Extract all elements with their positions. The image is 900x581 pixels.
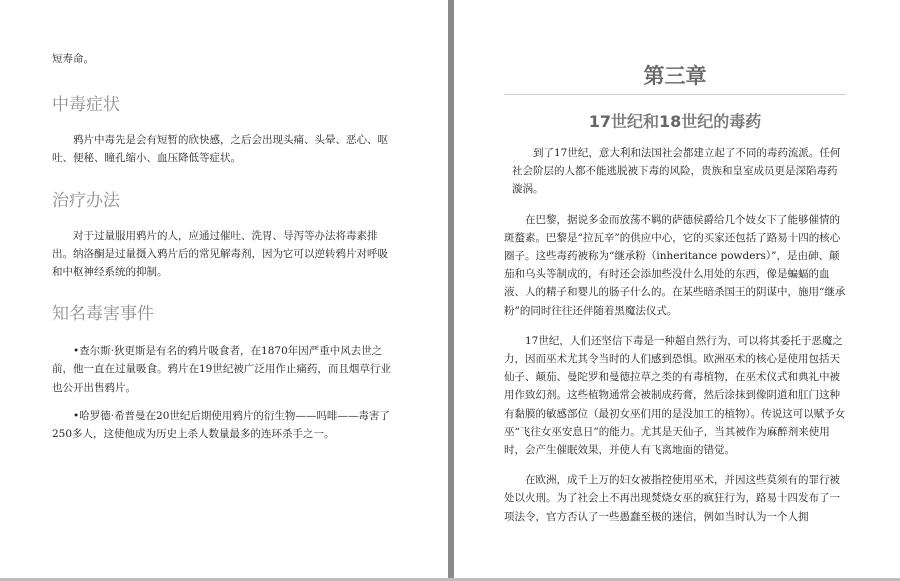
subtitle-century-18: 18: [659, 112, 682, 131]
right-page: [454, 0, 900, 581]
treatment-paragraph: 对于过量服用鸦片的人，应通过催吐、洗胃、导泻等办法将毒素排出。纳洛酮是过量摄入鸦片后的常见解毒剂，因为它可以逆转鸦片对呼吸和中枢神经系统的抑制。: [52, 229, 388, 279]
subtitle-century-17: 17: [588, 112, 611, 131]
left-page-content: [52, 50, 392, 443]
chapter-intro-block: [504, 144, 846, 199]
europe-paragraph: 在欧洲，成千上万的妇女被指控使用巫术，并因这些莫须有的罪行被处以火刑。为了社会上不再出现焚烧女巫的疯狂行为，路易十四发布了一项法令，官方否认了一些愚蠢至极的迷信，例如当时认为一个人拥: [504, 474, 840, 523]
incident-item-shipman: •哈罗德·希普曼在20世纪后期使用鸦片的衍生物——吗啡——毒害了250多人，这使他成为历史上杀人数量最多的连环杀手之一。: [52, 409, 390, 441]
section-heading-treatment: 治疗办法: [52, 190, 120, 211]
witchcraft-paragraph: 17世纪，人们还坚信下毒是一种超自然行为，可以将其委托于恶魔之力，因而巫术尤其令当时的人们感到恐惧。欧洲巫术的核心是使用包括天仙子、颠茄、曼陀罗和曼德拉草之类的有毒植物，在巫术仪式和典礼中被用作致幻剂。这些植物通常会被制成药膏，然后涂抹到像阴道和肛门这种有黏膜的敏感部位（最初女巫们用的是没加工的植物）。传说这可以赋予女巫“飞往女巫安息日”的能力。尤其是天仙子，当其被作为麻醉剂来使用时，会产生催眠效果，并使人有飞离地面的错觉。: [504, 334, 846, 457]
chapter-intro: 到了17世纪，意大利和法国社会都建立起了不同的毒药流派。任何社会阶层的人都不能逃脱被下毒的风险，贵族和皇室成员更是深陷毒药漩涡。: [512, 147, 841, 196]
subtitle-text-1: 世纪和: [610, 112, 659, 131]
subtitle-text-2: 世纪的毒药: [681, 112, 762, 131]
section-heading-incidents: 知名毒害事件: [52, 304, 154, 325]
symptoms-paragraph: 鸦片中毒先是会有短暂的欣快感，之后会出现头痛、头晕、恶心、呕吐、便秘、瞳孔缩小、血压降低等症状。: [52, 134, 388, 165]
section-heading-symptoms: 中毒症状: [52, 95, 120, 116]
chapter-title: 第三章: [504, 60, 846, 95]
paris-paragraph: 在巴黎，据说多金而放荡不羁的萨德侯爵给几个妓女下了能够催情的斑蝥素。巴黎是“拉瓦辛”的供应中心，它的买家还包括了路易十四的核心圈子。这些毒药被称为“继承粉（inheritance powders）”，是由砷、颠茄和乌头等制成的，有时还会添加些没什么用处的东西，像是蝙蝠的血液、人的精子和婴儿的肠子什么的。在某些暗杀国王的阴谋中，施用“继承粉”的同时往往还伴随着黑魔法仪式。: [504, 213, 846, 317]
incident-item-dickens: •查尔斯·狄更斯是有名的鸦片吸食者，在1870年因严重中风去世之前，他一直在过量吸食。鸦片在19世纪被广泛用作止痛药，而且烟草行业也公开出售鸦片。: [52, 345, 391, 394]
left-page: [0, 0, 448, 581]
right-page-content: [504, 60, 846, 526]
chapter-subtitle: [504, 109, 846, 132]
continuation-text: 短寿命。: [52, 53, 94, 65]
